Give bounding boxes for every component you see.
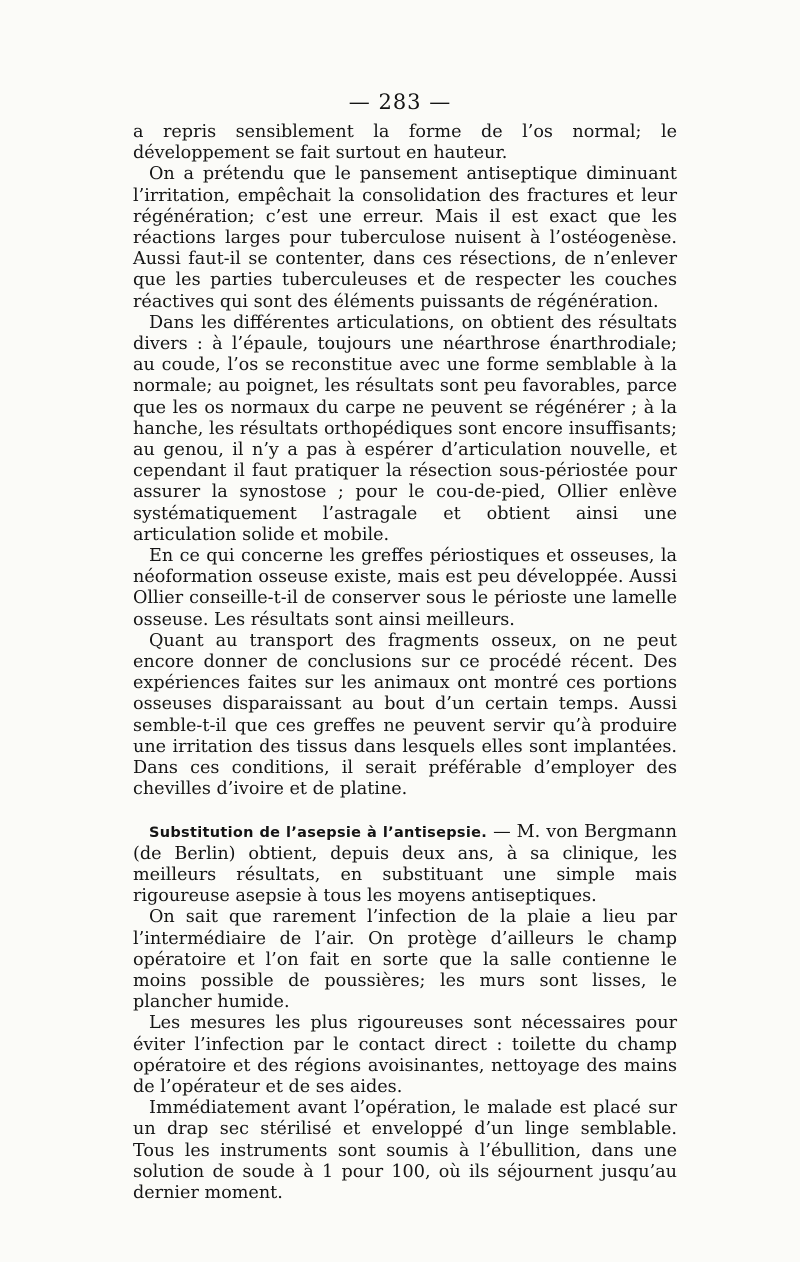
paragraph-antiseptic-dressing: On a prétendu que le pansement antiseptique diminuant l’irritation, empêchait la consolidation des fractures et leur régénération; c’est une erreur. Mais il est exact que les réactions larges pour tuberculose nuisent à l’ostéogenèse. Aussi faut-il se contenter, dans ces résections, de n’enlever que les parties tuberculeuses et de respecter les couches réactives qui sont des éléments puissants de régénération. <box>133 164 677 312</box>
paragraph-air-infection: On sait que rarement l’infection de la plaie a lieu par l’intermédiaire de l’air. On protège d’ailleurs le champ opératoire et l’on fait en sorte que la salle contienne le moins possible de poussières; les murs sont lisses, le plancher humide. <box>133 907 677 1013</box>
body-text <box>133 122 677 1204</box>
paragraph-articulations: Dans les différentes articulations, on obtient des résultats divers : à l’épaule, toujours une néarthrose énarthrodiale; au coude, l’os se reconstitue avec une forme semblable à la normale; au poignet, les résultats sont peu favorables, parce que les os normaux du carpe ne peuvent se régénérer ; à la hanche, les résultats orthopédiques sont encore insuffisants; au genou, il n’y a pas à espérer d’articulation nouvelle, et cependant il faut pratiquer la résection sous-périostée pour assurer la synostose ; pour le cou-de-pied, Ollier enlève systématiquement l’astragale et obtient ainsi une articulation solide et mobile. <box>133 312 677 545</box>
section-intro-text: — M. von Bergmann (de Berlin) obtient, depuis deux ans, à sa clinique, les meilleurs résultats, en substituant une simple mais rigoureuse asepsie à tous les moyens antiseptiques. <box>133 821 677 907</box>
paragraph-preoperative: Immédiatement avant l’opération, le malade est placé sur un drap sec stérilisé et enveloppé d’un linge semblable. Tous les instruments sont soumis à l’ébullition, dans une solution de soude à 1 pour 100, où ils séjournent jusqu’au dernier moment. <box>133 1098 677 1203</box>
section-asepsis-intro <box>133 822 677 908</box>
paragraph-grafts: En ce qui concerne les greffes périostiques et osseuses, la néoformation osseuse existe, mais est peu développée. Aussi Ollier conseille-t-il de conserver sous le périoste une lamelle osseuse. Les résultats sont ainsi meilleurs. <box>133 546 677 630</box>
section-heading: Substitution de l’asepsie à l’antisepsie. <box>149 824 488 841</box>
paragraph-continuation: a repris sensiblement la forme de l’os normal; le développement se fait surtout en hauteur. <box>133 122 677 164</box>
paragraph-contact-infection: Les mesures les plus rigoureuses sont nécessaires pour éviter l’infection par le contact direct : toilette du champ opératoire et des régions avoisinantes, nettoyage des mains de l’opérateur et de ses aides. <box>133 1013 677 1097</box>
page-number: — 283 — <box>348 90 452 114</box>
paragraph-bone-transport: Quant au transport des fragments osseux, on ne peut encore donner de conclusions sur ce procédé récent. Des expériences faites sur les animaux ont montré ces portions osseuses disparaissant au bout d’un certain temps. Aussi semble-t-il que ces greffes ne peuvent servir qu’à produire une irritation des tissus dans lesquels elles sont implantées. Dans ces conditions, il serait préférable d’employer des chevilles d’ivoire et de platine. <box>133 630 677 800</box>
